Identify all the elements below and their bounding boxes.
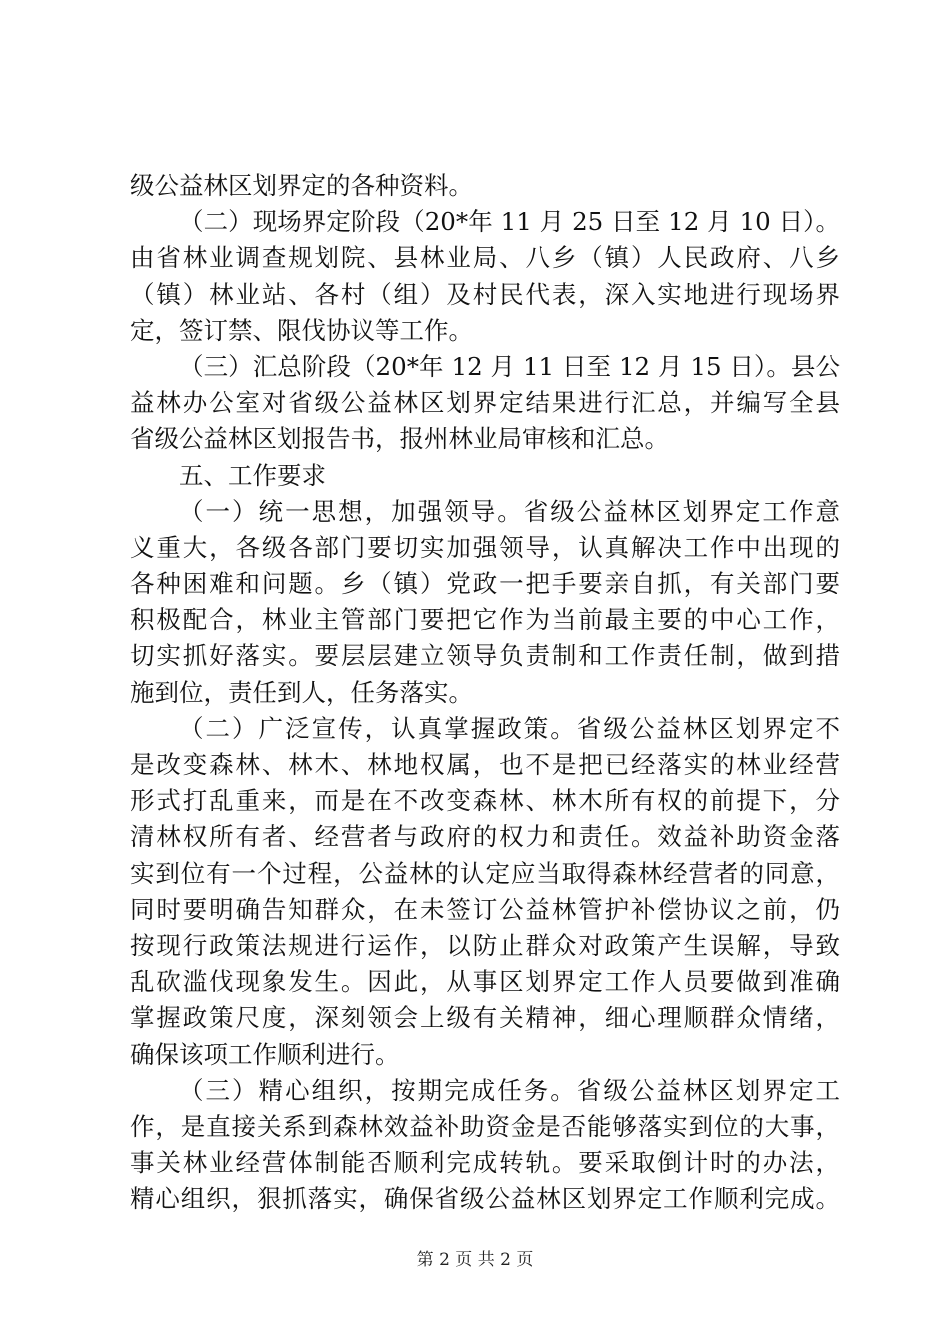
text-line: 定，签订禁、限伐协议等工作。 <box>130 315 473 345</box>
text-line: 形式打乱重来，而是在不改变森林、林木所有权的前提下，分 <box>130 786 840 816</box>
text-line: 施到位，责任到人，任务落实。 <box>130 677 473 707</box>
text-line: （三）汇总阶段（20*年 12 月 11 日至 12 月 15 日）。县公 <box>179 351 840 381</box>
text-line: 确保该项工作顺利进行。 <box>130 1039 400 1069</box>
text-line: 乱砍滥伐现象发生。因此，从事区划界定工作人员要做到准确 <box>130 967 840 997</box>
text-line: 作，是直接关系到森林效益补助资金是否能够落实到位的大事， <box>130 1111 840 1141</box>
text-line: 清林权所有者、经营者与政府的权力和责任。效益补助资金落 <box>130 822 840 852</box>
text-line: 同时要明确告知群众，在未签订公益林管护补偿协议之前，仍 <box>130 894 840 924</box>
text-line: 各种困难和问题。乡（镇）党政一把手要亲自抓，有关部门要 <box>130 569 840 599</box>
text-line: 由省林业调查规划院、县林业局、八乡（镇）人民政府、八乡 <box>130 243 840 273</box>
text-line: 省级公益林区划报告书，报州林业局审核和汇总。 <box>130 424 669 454</box>
text-line: 是改变森林、林木、林地权属，也不是把已经落实的林业经营 <box>130 750 840 779</box>
text-line: 掌握政策尺度，深刻领会上级有关精神，细心理顺群众情绪， <box>130 1003 840 1033</box>
text-line: 实到位有一个过程，公益林的认定应当取得森林经营者的同意， <box>130 858 840 888</box>
text-line: 按现行政策法规进行运作，以防止群众对政策产生误解，导致 <box>130 930 840 960</box>
text-line: 级公益林区划界定的各种资料。 <box>130 171 473 200</box>
text-line: （镇）林业站、各村（组）及村民代表，深入实地进行现场界 <box>130 279 840 309</box>
text-line: 益林办公室对省级公益林区划界定结果进行汇总，并编写全县 <box>130 388 840 418</box>
text-line: 精心组织，狠抓落实，确保省级公益林区划界定工作顺利完成。 <box>130 1184 840 1214</box>
text-line: 义重大，各级各部门要切实加强领导，认真解决工作中出现的 <box>130 532 840 562</box>
text-line: 事关林业经营体制能否顺利完成转轨。要采取倒计时的办法， <box>130 1148 840 1178</box>
text-line: （三）精心组织，按期完成任务。省级公益林区划界定工 <box>179 1075 840 1105</box>
text-line: （二）广泛宣传，认真掌握政策。省级公益林区划界定不 <box>179 713 840 743</box>
text-line: （二）现场界定阶段（20*年 11 月 25 日至 12 月 10 日）。 <box>179 207 840 237</box>
text-line: 积极配合，林业主管部门要把它作为当前最主要的中心工作， <box>130 605 840 635</box>
text-line: 五、工作要求 <box>179 460 326 490</box>
text-line: 切实抓好落实。要层层建立领导负责制和工作责任制，做到措 <box>130 641 840 671</box>
document-body <box>130 168 840 1217</box>
text-line: （一）统一思想，加强领导。省级公益林区划界定工作意 <box>179 496 840 526</box>
page-footer: 第 2 页 共 2 页 <box>416 1250 534 1270</box>
